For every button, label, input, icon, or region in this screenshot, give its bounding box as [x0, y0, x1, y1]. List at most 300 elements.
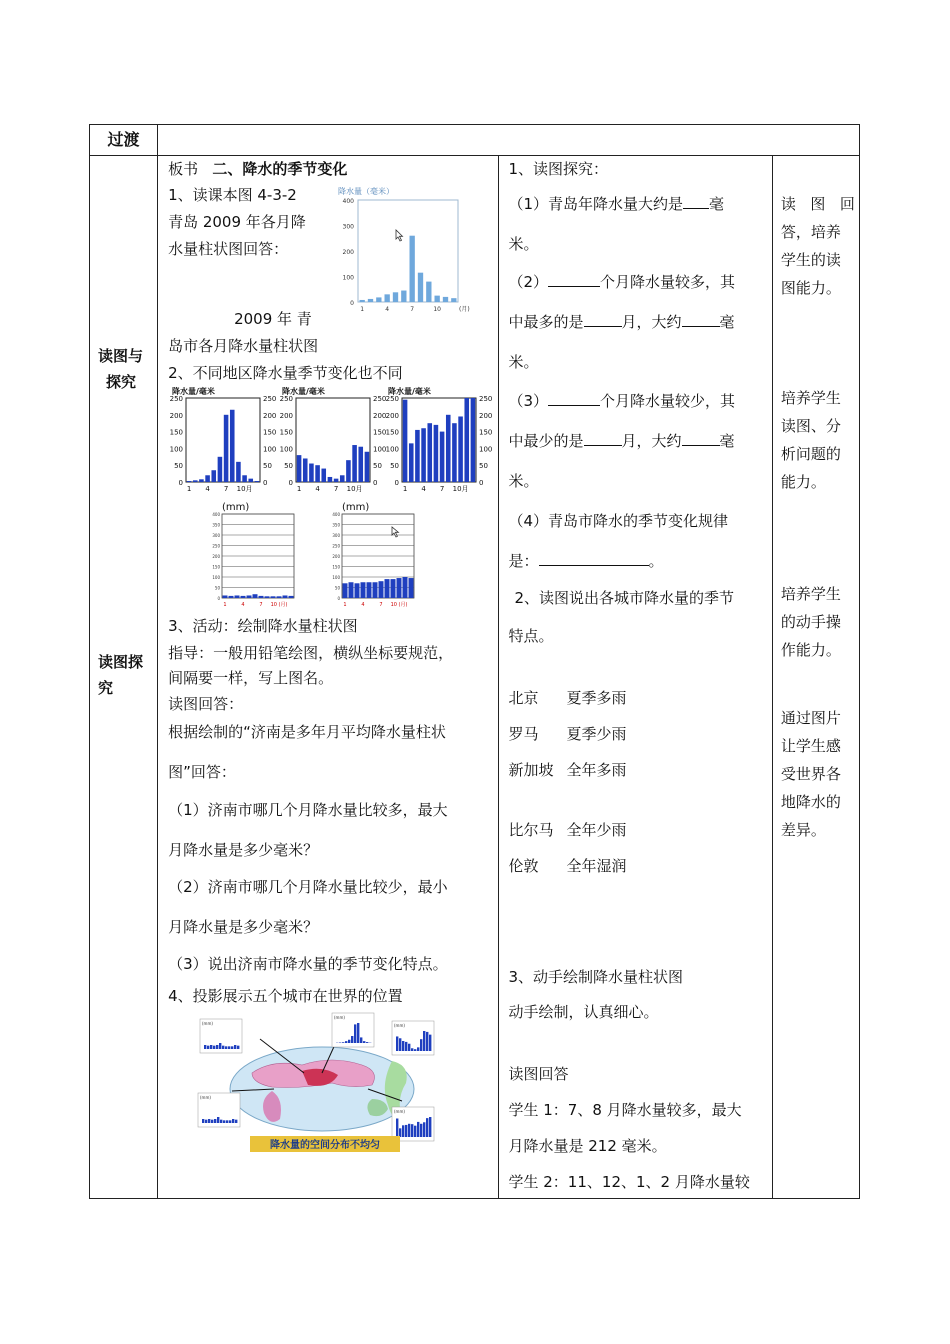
item2: 2、不同地区降水量季节变化也不同 — [168, 364, 403, 382]
map-mini-bar — [202, 1119, 204, 1123]
board-title: 二、降水的季节变化 — [212, 160, 348, 178]
answer-blank[interactable] — [548, 391, 600, 406]
small-bar — [367, 582, 372, 598]
map-banner-text: 降水量的空间分布不均匀 — [270, 1140, 381, 1151]
qd-bars — [360, 236, 457, 302]
climate-ytick-label: 100 — [169, 445, 184, 454]
climate-bar — [352, 445, 357, 482]
climate-ytick-label: 250 — [169, 395, 184, 403]
climate-ytick-label: 50 — [284, 462, 294, 471]
answer-blank[interactable] — [584, 431, 622, 446]
intent-a-line — [781, 194, 855, 214]
small-bar — [223, 595, 228, 598]
map-mini-bar — [219, 1043, 221, 1049]
qd-xtick-label: 7 — [410, 306, 415, 313]
student-answer-1: 学生 1：7、8 月降水量较多，最大 — [508, 1101, 742, 1119]
table-row — [90, 156, 860, 1199]
student-q4: （4）青岛市降水的季节变化规律 — [508, 512, 729, 530]
map-mini-bar — [396, 1036, 398, 1051]
small-ytick-label: 100 — [212, 575, 221, 580]
climate-ytick-label-right: 0 — [373, 479, 378, 487]
student-item2: 2、读图说出各城市降水量的季节 — [514, 589, 735, 607]
cursor-icon — [396, 230, 403, 241]
answer-blank[interactable] — [682, 431, 720, 446]
climate-bar — [458, 416, 463, 482]
climate-bar — [446, 415, 451, 482]
qd-bar — [451, 298, 456, 302]
qd-plot-frame — [358, 200, 458, 302]
map-mini-bar — [208, 1119, 210, 1123]
city-name: 罗马 — [508, 725, 539, 743]
city-desc: 全年少雨 — [566, 821, 627, 839]
lesson-table — [89, 124, 860, 1199]
climate-bar — [440, 432, 445, 482]
small-bar — [391, 579, 396, 598]
stage-label: 探究 — [106, 373, 137, 391]
student-q4-cont — [509, 551, 664, 571]
q3-text: （3） — [508, 392, 549, 410]
climate-ytick-label-right: 100 — [263, 445, 277, 454]
small-ytick-label: 0 — [217, 596, 221, 601]
qd-bar — [435, 296, 440, 302]
climate-bar — [212, 470, 217, 482]
small-ytick-label: 250 — [332, 543, 341, 549]
map-mini-bar — [232, 1119, 234, 1123]
climate-xtick-label: 1 — [186, 485, 192, 493]
small-ytick-label: 250 — [212, 543, 221, 549]
small-bar — [229, 596, 234, 598]
climate-bar — [187, 481, 192, 482]
climate-bar — [328, 477, 333, 482]
climate-xtick-label: 4 — [421, 485, 426, 493]
climate-ytick-label-right: 50 — [263, 462, 272, 471]
student-q2 — [509, 272, 736, 292]
climate-xtick-label: 4 — [205, 485, 210, 493]
item1-line: 青岛 2009 年各月降 — [168, 213, 306, 231]
city-row — [509, 820, 627, 840]
answer-blank[interactable] — [682, 312, 720, 327]
city-row — [509, 856, 627, 876]
q1-unit: 毫 — [709, 195, 725, 213]
city-row — [509, 724, 627, 744]
small-xtick-label: 7 — [259, 602, 263, 608]
intent-d-line: 地降水的 — [780, 793, 841, 811]
climate-xtick-label: 7 — [333, 485, 339, 493]
q2-text: 个月降水量较多，其 — [600, 273, 736, 291]
q2-text: 月，大约 — [621, 313, 682, 331]
climate-ytick-label-right: 250 — [479, 395, 493, 403]
city-desc: 夏季多雨 — [566, 689, 627, 707]
map-mini-bar — [348, 1040, 350, 1043]
qd-ytick-label: 0 — [350, 300, 355, 307]
climate-ytick-label: 100 — [385, 445, 400, 454]
climate-ytick-label: 150 — [169, 428, 184, 437]
q3-text: 中最少的是 — [508, 432, 584, 450]
map-mini-bar — [360, 1037, 362, 1043]
map-mini-label: (mm) — [394, 1023, 405, 1028]
qd-bar — [426, 282, 431, 302]
intent-d-line: 让学生感 — [780, 737, 841, 755]
map-mini-bar — [399, 1128, 401, 1137]
small-ytick-label: 50 — [334, 585, 341, 591]
intent-a-line: 答，培养 — [780, 223, 841, 241]
climate-ytick-label-right: 200 — [479, 411, 493, 420]
climate-ytick-label: 150 — [279, 428, 294, 437]
intent-b-line: 读图、分 — [780, 417, 841, 435]
city-desc: 全年多雨 — [566, 761, 627, 779]
map-mini-chart — [200, 1019, 242, 1053]
map-mini-bar — [411, 1048, 413, 1051]
climate-ytick-label-right: 250 — [263, 395, 277, 403]
climate-ytick-label-right: 200 — [263, 411, 277, 420]
climate-ytick-label: 250 — [279, 395, 294, 403]
q4-end: 。 — [648, 552, 664, 570]
item3: 3、活动：绘制降水量柱状图 — [168, 617, 358, 635]
city-name: 新加坡 — [508, 761, 554, 779]
map-mini-bar — [429, 1035, 431, 1051]
qd-ytick-label: 300 — [342, 223, 355, 231]
empty-cell — [158, 125, 860, 156]
map-mini-bar — [411, 1124, 413, 1137]
climate-xtick-label: 7 — [439, 485, 445, 493]
item1-line: 1、读课本图 4-3-2 — [168, 186, 297, 204]
small-xtick-label: 1 — [223, 602, 227, 608]
climate-bar — [255, 481, 260, 482]
intent-a-line: 图能力。 — [780, 279, 841, 297]
small-bar — [283, 595, 288, 598]
qd-bar — [443, 297, 448, 302]
small-bar — [253, 594, 258, 598]
qd-ylabel: 降水量（毫米） — [338, 187, 395, 196]
climate-bar — [415, 430, 420, 482]
intent-c-line: 培养学生 — [780, 585, 841, 603]
small-ytick-label: 200 — [212, 554, 221, 559]
small-bar — [271, 596, 276, 598]
board-prefix: 板书 — [168, 160, 199, 178]
map-mini-bar — [237, 1046, 239, 1049]
climate-bar — [242, 475, 247, 482]
small-ytick-label: 400 — [332, 512, 341, 517]
map-mini-bar — [417, 1047, 419, 1051]
question-line: 月降水量是多少毫米？ — [168, 841, 319, 859]
map-mini-bar — [402, 1041, 404, 1051]
intent-b-line: 培养学生 — [780, 389, 841, 407]
city-name: 伦敦 — [508, 857, 539, 875]
small-ytick-label: 350 — [212, 522, 221, 528]
map-mini-bar — [408, 1044, 410, 1051]
climate-ytick-label: 200 — [169, 411, 184, 420]
climate-bar — [365, 452, 370, 482]
student-q1-cont: 米。 — [508, 235, 539, 253]
climate-xtick-label: 7 — [223, 485, 229, 493]
climate-bar — [428, 423, 433, 482]
student-q2-end: 米。 — [508, 353, 539, 371]
map-mini-bar — [399, 1038, 401, 1051]
climate-ylabel: 降水量/毫米 — [172, 387, 215, 396]
world-map-figure — [192, 1011, 442, 1161]
map-mini-bar — [204, 1045, 206, 1049]
climate-bar — [322, 469, 327, 482]
student-item3b: 动手绘制，认真细心。 — [508, 1003, 659, 1021]
question-line: （2）济南市哪几个月降水量比较少，最小 — [168, 878, 448, 896]
map-mini-bar — [420, 1124, 422, 1137]
map-mini-bar — [342, 1042, 344, 1043]
map-mini-label: (mm) — [202, 1021, 213, 1026]
map-mini-bar — [414, 1126, 416, 1137]
map-mini-bar — [211, 1120, 213, 1123]
climate-bar — [249, 479, 254, 482]
q3-unit: 毫 — [719, 432, 735, 450]
teacher-activity-cell — [158, 156, 498, 1199]
climate-ytick-label: 150 — [385, 428, 400, 437]
small-bar — [247, 595, 252, 598]
small-bar — [385, 579, 390, 598]
climate-ytick-label-right: 150 — [263, 428, 277, 437]
small-bar — [397, 578, 402, 598]
answer-blank[interactable] — [584, 312, 622, 327]
climate-ytick-label: 250 — [385, 395, 400, 403]
qd-ytick-label: 100 — [342, 274, 355, 282]
map-mini-bar — [426, 1118, 428, 1137]
map-mini-chart — [392, 1107, 434, 1141]
climate-ytick-label: 200 — [385, 411, 400, 420]
question-line: （1）济南市哪几个月降水量比较多，最大 — [168, 801, 448, 819]
map-mini-bar — [205, 1120, 207, 1123]
qd-bar — [393, 292, 398, 302]
map-mini-bar — [366, 1042, 368, 1043]
small-bar — [265, 596, 270, 598]
small-bar — [349, 582, 354, 598]
qd-xtick-label: 1 — [360, 306, 365, 313]
small-ytick-label: 100 — [332, 575, 341, 580]
map-mini-bar — [420, 1039, 422, 1051]
small-bar — [379, 581, 384, 598]
climate-ytick-label: 0 — [178, 479, 184, 487]
climate-xtick-label: 1 — [296, 485, 302, 493]
climate-bar — [199, 479, 204, 482]
qd-bar — [368, 299, 373, 302]
q4-text: 是： — [508, 552, 539, 570]
small-bar — [373, 582, 378, 598]
climate-ytick-label: 50 — [174, 462, 184, 471]
qd-xtick-label: 4 — [385, 306, 390, 313]
qd-bar — [410, 236, 415, 302]
map-mini-bar — [217, 1117, 219, 1123]
small-bar — [241, 596, 246, 598]
map-mini-bar — [345, 1041, 347, 1043]
map-mini-label: (mm) — [200, 1095, 211, 1100]
qd-xunit: (月) — [459, 306, 470, 313]
climate-chart — [386, 386, 493, 493]
answer-blank[interactable] — [548, 272, 600, 287]
climate-xtick-label: 10月 — [346, 485, 363, 493]
map-mini-bar — [225, 1046, 227, 1049]
student-answer-2: 学生 2：11、12、1、2 月降水量较 — [508, 1173, 750, 1191]
city-row — [509, 688, 627, 708]
caption-line: 2009 年 青 — [234, 310, 312, 328]
intent-c-line: 作能力。 — [780, 641, 841, 659]
student-q3-cont — [509, 431, 735, 451]
design-intent-cell — [772, 156, 859, 1199]
student-q3-end: 米。 — [508, 472, 539, 490]
q3-text: 个月降水量较少，其 — [600, 392, 736, 410]
guide-line: 指导：一般用铅笔绘图，横纵坐标要规范， — [168, 644, 454, 662]
climate-ytick-label-right: 150 — [373, 428, 387, 437]
climate-bar — [359, 447, 364, 482]
climate-bar — [452, 423, 457, 482]
climate-bar — [303, 458, 308, 482]
answer-blank[interactable] — [539, 551, 649, 566]
small-xtick-label: 4 — [241, 602, 245, 608]
stage-cell: 过渡 — [90, 125, 158, 156]
climate-bar — [224, 415, 229, 482]
climate-bar — [193, 480, 198, 482]
map-mini-label: (mm) — [334, 1015, 345, 1020]
qingdao-precip-chart — [330, 184, 470, 316]
map-mini-bar — [210, 1045, 212, 1049]
qd-bar — [360, 300, 365, 302]
student-read-answer: 读图回答 — [508, 1065, 569, 1083]
climate-bar — [421, 428, 426, 482]
small-mm-label: (mm) — [342, 502, 370, 513]
small-bar — [235, 595, 240, 598]
map-mini-bar — [357, 1023, 359, 1043]
climate-bar — [465, 398, 470, 482]
small-bar — [403, 577, 408, 598]
intent-b-line: 析问题的 — [780, 445, 841, 463]
q2-text: （2） — [508, 273, 549, 291]
jinan-line: 图”回答： — [168, 763, 236, 781]
intent-char: 回 — [839, 195, 855, 213]
small-ytick-label: 300 — [212, 533, 221, 538]
small-bar — [343, 583, 348, 598]
question-line: （3）说出济南市降水量的季节变化特点。 — [168, 955, 448, 973]
climate-bar — [218, 457, 223, 482]
climate-ytick-label-right: 50 — [373, 462, 382, 471]
map-mini-chart — [198, 1093, 240, 1127]
answer-blank[interactable] — [683, 194, 709, 209]
small-ytick-label: 0 — [337, 596, 341, 601]
map-mini-bar — [363, 1041, 365, 1043]
climate-bar — [230, 410, 235, 482]
student-item2-cont: 特点。 — [508, 627, 554, 645]
climate-bar — [346, 460, 351, 482]
qd-ytick-label: 400 — [342, 198, 355, 205]
climate-bar — [340, 475, 345, 482]
climate-bar — [471, 398, 476, 482]
map-mini-bar — [351, 1036, 353, 1043]
map-mini-bar — [229, 1120, 231, 1123]
map-mini-bar — [408, 1124, 410, 1137]
climate-bar — [297, 455, 302, 482]
climate-bar — [403, 400, 408, 482]
climate-bar — [434, 425, 439, 482]
qd-bar — [401, 291, 406, 302]
small-precip-charts — [204, 500, 444, 612]
student-answer-1-cont: 月降水量是 212 毫米。 — [508, 1137, 667, 1155]
climate-bar — [205, 475, 210, 482]
map-mini-bar — [220, 1120, 222, 1123]
climate-ytick-label-right: 250 — [373, 395, 387, 403]
map-mini-label: (mm) — [394, 1109, 405, 1114]
climate-ytick-label-right: 100 — [373, 445, 387, 454]
student-q3 — [509, 391, 736, 411]
map-mini-bar — [223, 1120, 225, 1123]
map-mini-bar — [423, 1031, 425, 1051]
climate-ytick-label: 200 — [279, 411, 294, 420]
map-mini-bar — [402, 1125, 404, 1137]
map-mini-bar — [423, 1122, 425, 1137]
qd-xtick-label: 10 — [433, 306, 442, 313]
stage-cell — [90, 156, 158, 1199]
small-bar — [409, 578, 414, 598]
city-desc: 全年湿润 — [566, 857, 627, 875]
student-title: 1、读图探究： — [508, 160, 609, 178]
map-mini-bar — [231, 1046, 233, 1049]
map-mini-bar — [405, 1042, 407, 1051]
climate-ytick-label-right: 0 — [263, 479, 268, 487]
intent-char: 读 — [780, 195, 796, 213]
climate-ylabel: 降水量/毫米 — [388, 387, 431, 396]
city-name: 比尔马 — [508, 821, 554, 839]
small-ytick-label: 150 — [332, 564, 341, 570]
climate-chart — [170, 386, 277, 493]
map-mini-chart — [392, 1021, 434, 1055]
map-mini-bar — [414, 1049, 416, 1051]
climate-bar — [309, 464, 314, 482]
qd-bar — [418, 273, 423, 302]
small-xtick-label: 10 (月) — [390, 602, 408, 608]
small-xtick-label: 7 — [379, 602, 383, 608]
climate-bar — [236, 462, 241, 482]
intent-c-line: 的动手操 — [780, 613, 841, 631]
intent-d-line: 受世界各 — [780, 765, 841, 783]
small-chart — [332, 502, 414, 608]
small-ytick-label: 300 — [332, 533, 341, 538]
map-mini-bar — [207, 1046, 209, 1049]
intent-d-line: 差异。 — [780, 821, 826, 839]
small-xtick-label: 4 — [361, 602, 365, 608]
map-mini-bar — [426, 1032, 428, 1051]
map-mini-bar — [226, 1120, 228, 1123]
qd-ytick-label: 200 — [342, 249, 355, 256]
small-bar — [361, 582, 366, 598]
climate-xtick-label: 10月 — [452, 485, 469, 493]
question-line: 月降水量是多少毫米？ — [168, 918, 319, 936]
table-row — [90, 125, 860, 156]
map-mini-bar — [354, 1024, 356, 1043]
map-mini-bar — [405, 1125, 407, 1137]
map-mini-bar — [213, 1046, 215, 1049]
map-mini-bar — [417, 1122, 419, 1137]
stage-label: 读图与 — [98, 347, 144, 365]
small-ytick-label: 150 — [212, 564, 221, 570]
student-item3: 3、动手绘制降水量柱状图 — [508, 968, 684, 986]
climate-ytick-label-right: 0 — [479, 479, 484, 487]
climate-ytick-label-right: 150 — [479, 428, 493, 437]
small-mm-label: (mm) — [222, 502, 250, 513]
small-ytick-label: 50 — [214, 585, 221, 591]
guide-line: 间隔要一样，写上图名。 — [168, 669, 334, 687]
item4: 4、投影展示五个城市在世界的位置 — [168, 987, 403, 1005]
q3-text: 月，大约 — [621, 432, 682, 450]
small-bar — [259, 596, 264, 598]
q2-text: 中最多的是 — [508, 313, 584, 331]
city-name: 北京 — [508, 689, 539, 707]
q2-unit: 毫 — [719, 313, 735, 331]
q1-text: （1）青岛年降水量大约是 — [508, 195, 684, 213]
climate-xtick-label: 4 — [315, 485, 320, 493]
